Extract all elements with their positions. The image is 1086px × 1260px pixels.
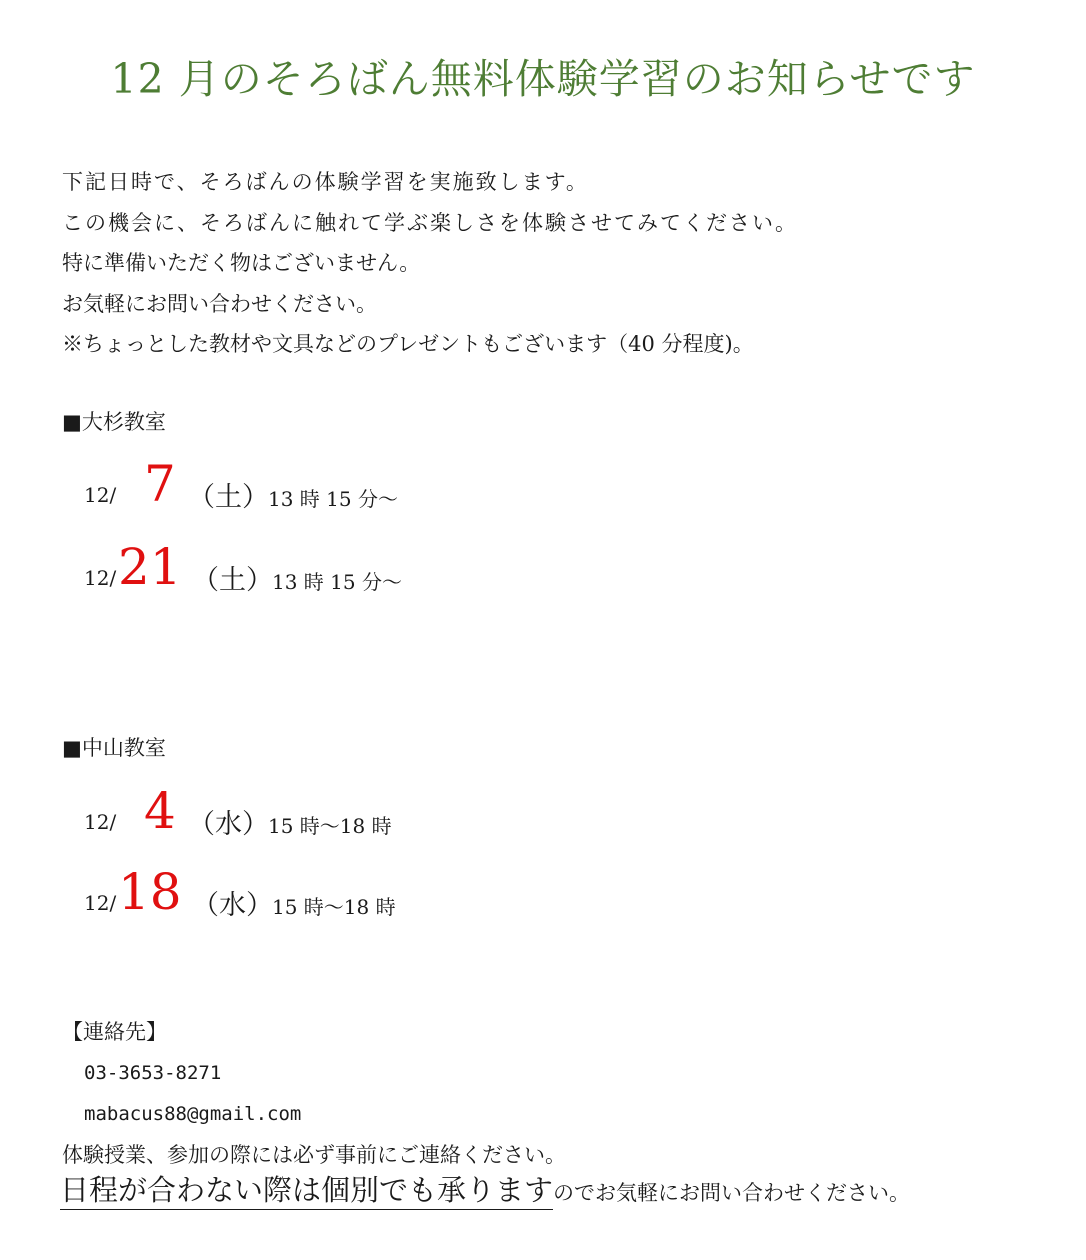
intro-line: お気軽にお問い合わせください。 [62,291,377,316]
date-day: 7 [144,455,176,513]
page-title: 12 月のそろばん無料体験学習のお知らせです [110,55,976,103]
section-heading-osugi: ■大杉教室 [62,410,166,434]
time-range: 15 時～18 時 [272,895,396,919]
intro-line: 特に準備いただく物はございません。 [62,251,421,275]
time-range: 13 時 15 分～ [272,570,402,594]
emphasis-text: 日程が合わない際は個別でも承ります [60,1173,553,1210]
intro-line: ※ちょっとした教材や文具などのプレゼントもございます（40 分程度)。 [62,332,754,356]
weekday: （土） [188,482,269,513]
intro-line: この機会に、そろばんに触れて学ぶ楽しさを体験させてみてください。 [62,210,798,235]
notice-text: 体験授業、参加の際には必ず事前にご連絡ください。 [62,1143,566,1167]
closing-line [60,1168,910,1209]
date-month: 12/ [84,891,117,915]
contact-phone[interactable]: 03-3653-8271 [84,1062,222,1084]
date-day: 4 [144,782,176,840]
closing-tail: のでお気軽にお問い合わせください。 [553,1181,911,1205]
intro-line: 下記日時で、そろばんの体験学習を実施致します。 [62,170,589,194]
date-day: 21 [118,538,182,596]
contact-email[interactable]: mabacus88@gmail.com [84,1103,302,1125]
contact-heading: 【連絡先】 [62,1020,167,1044]
time-range: 15 時～18 時 [268,814,392,838]
time-range: 13 時 15 分～ [268,487,398,511]
section-heading-nakayama: ■中山教室 [62,736,166,760]
intro-paragraph [62,162,798,365]
weekday: （水） [188,809,269,840]
date-month: 12/ [84,483,117,507]
weekday: （水） [192,890,273,921]
date-day: 18 [118,863,182,921]
date-month: 12/ [84,810,117,834]
date-month: 12/ [84,566,117,590]
weekday: （土） [192,565,273,596]
